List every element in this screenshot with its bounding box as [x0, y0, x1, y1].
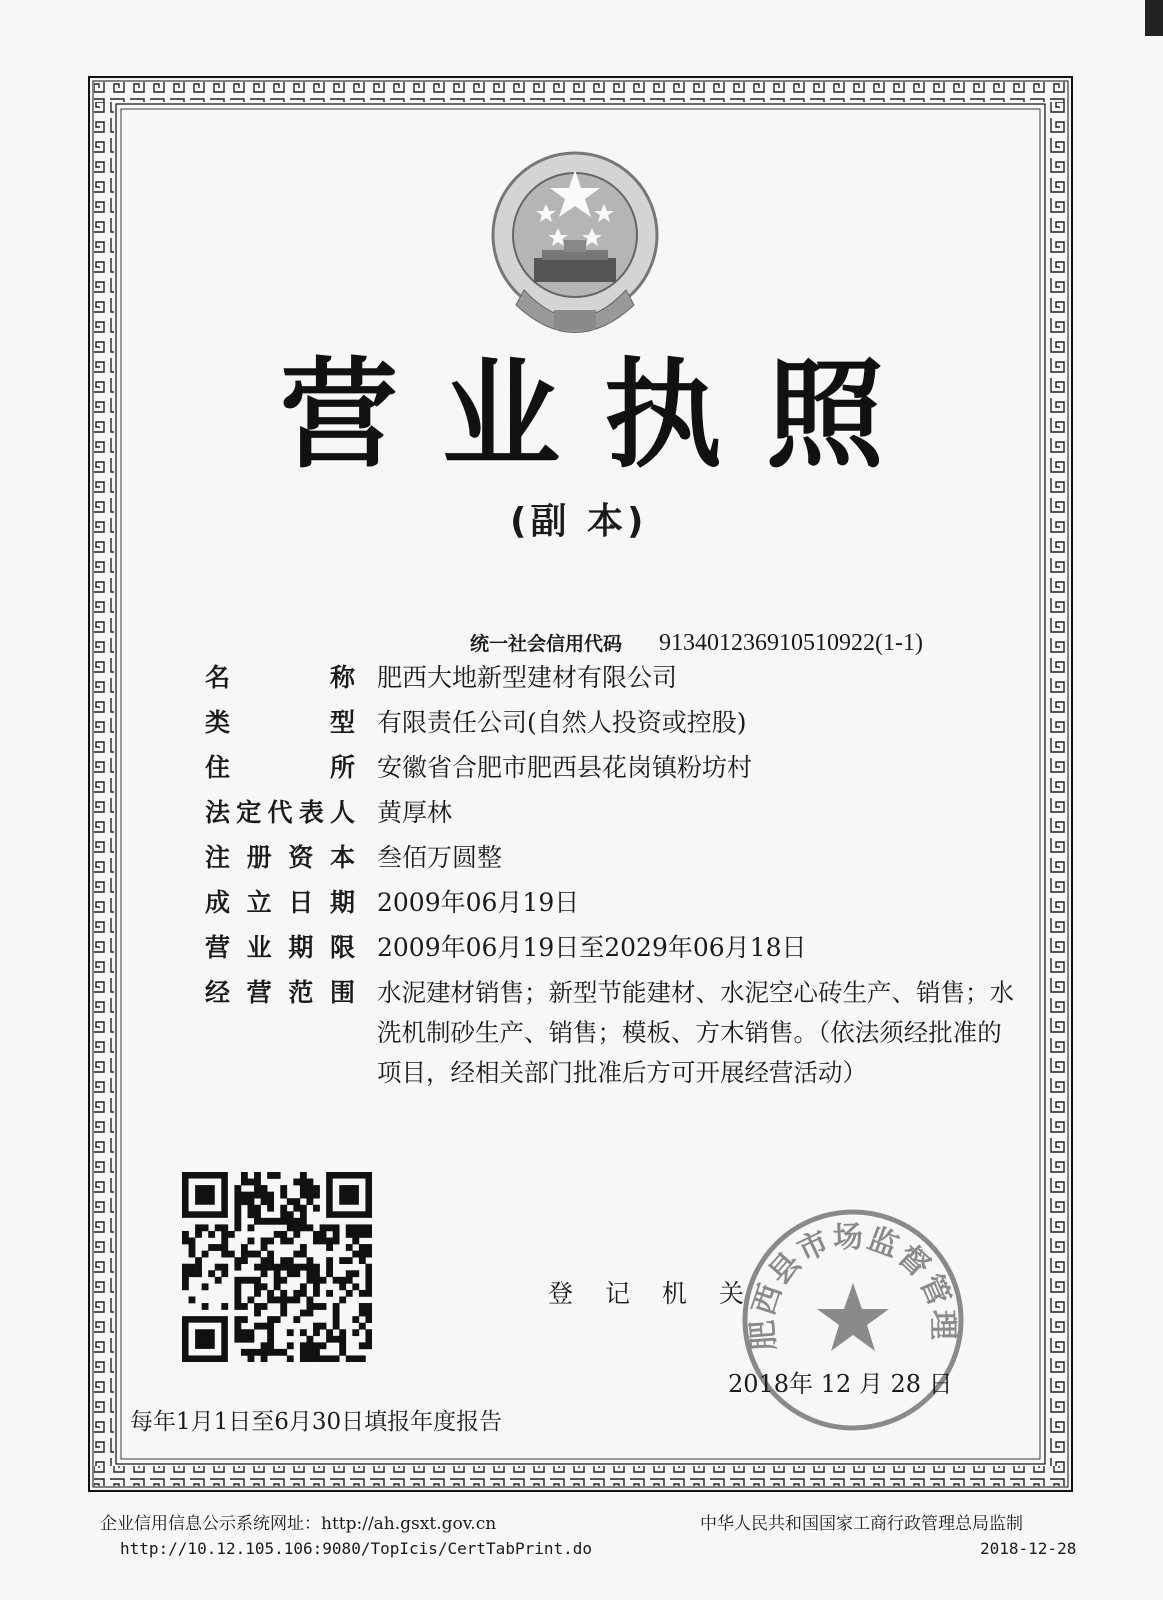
footer-supervisor: 中华人民共和国国家工商行政管理总局监制	[700, 1514, 1023, 1534]
svg-text:肥西县市场监督管理局: 肥西县市场监督管理	[745, 1219, 961, 1352]
license-fields	[205, 656, 1025, 1093]
company-type-value: 有限责任公司(自然人投资或控股)	[377, 708, 747, 737]
field-label: 法定代表人	[205, 798, 355, 827]
field-label: 名称	[205, 663, 355, 692]
footer-print-url: http://10.12.105.106:9080/TopIcis/CertTabPrint.do	[120, 1539, 593, 1558]
field-established	[205, 881, 1025, 926]
annual-report-note: 每年1月1日至6月30日填报年度报告	[130, 1409, 503, 1435]
field-type	[205, 701, 1025, 746]
field-label: 类型	[205, 708, 355, 737]
credit-code-row	[470, 628, 923, 658]
capital-value: 叁佰万圆整	[377, 843, 503, 872]
legal-rep-value: 黄厚林	[377, 798, 453, 827]
field-capital	[205, 836, 1025, 881]
field-label: 注册资本	[205, 843, 355, 872]
field-scope	[205, 971, 1025, 1093]
established-date-value: 2009年06月19日	[377, 888, 580, 917]
page-title: 营业执照	[280, 346, 929, 484]
national-emblem-icon	[484, 140, 666, 350]
qr-code-icon	[182, 1172, 372, 1362]
footer-print-date: 2018-12-28	[980, 1539, 1077, 1558]
field-legal-rep	[205, 791, 1025, 836]
field-address	[205, 746, 1025, 791]
copy-designation: (副 本)	[510, 501, 648, 542]
field-label: 住所	[205, 753, 355, 782]
scan-edge	[1141, 0, 1163, 40]
field-label: 经营范围	[205, 978, 355, 1007]
credit-code-value: 913401236910510922(1-1)	[659, 630, 923, 656]
field-name	[205, 656, 1025, 701]
business-scope-value: 水泥建材销售；新型节能建材、水泥空心砖生产、销售；水洗机制砂生产、销售；模板、方木销售。（依法须经批准的项目，经相关部门批准后方可开展经营活动）	[377, 978, 1014, 1087]
footer-system-url: 企业信用信息公示系统网址：http://ah.gsxt.gov.cn	[100, 1514, 497, 1534]
field-label: 营业期限	[205, 933, 355, 962]
registration-authority: 登 记 机 关	[548, 1279, 756, 1308]
address-value: 安徽省合肥市肥西县花岗镇粉坊村	[377, 753, 753, 782]
issue-date: 2018年 12 月 28 日	[728, 1370, 953, 1398]
company-name-value: 肥西大地新型建材有限公司	[377, 663, 678, 692]
field-label: 成立日期	[205, 888, 355, 917]
business-term-value: 2009年06月19日至2029年06月18日	[377, 933, 807, 962]
credit-code-label: 统一社会信用代码	[470, 633, 623, 655]
field-term	[205, 926, 1025, 971]
